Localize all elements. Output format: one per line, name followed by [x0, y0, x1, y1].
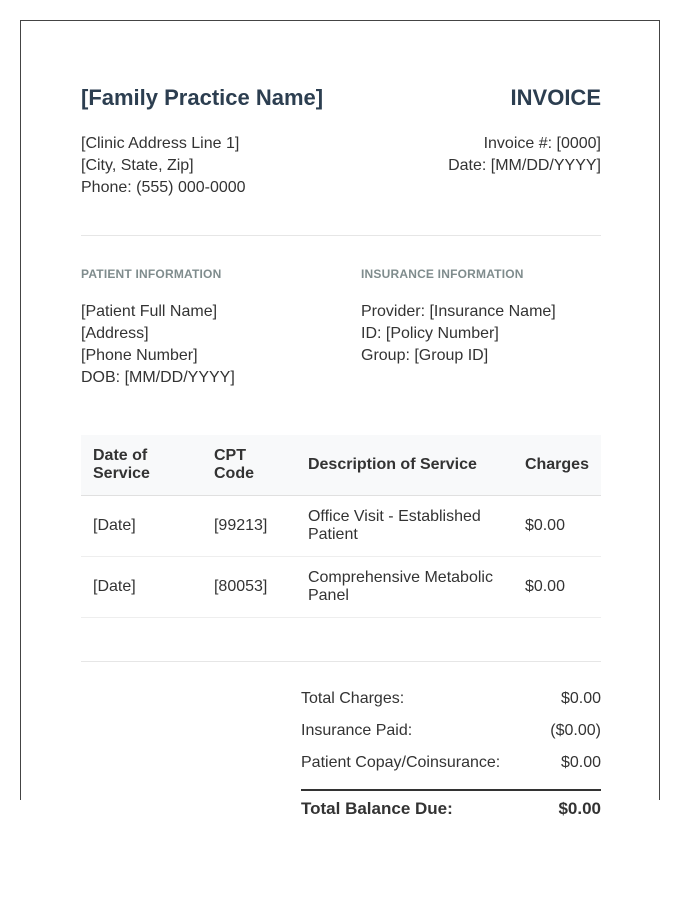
- patient-info-label: PATIENT INFORMATION: [81, 267, 222, 281]
- balance-due-label: Total Balance Due:: [301, 799, 453, 818]
- insurance-provider: Provider: [Insurance Name]: [361, 303, 556, 320]
- service-description: Office Visit - Established Patient: [296, 496, 513, 557]
- patient-phone: [Phone Number]: [81, 347, 198, 364]
- table-row: [81, 557, 601, 618]
- insurance-id: ID: [Policy Number]: [361, 325, 499, 342]
- copay-label: Patient Copay/Coinsurance:: [301, 754, 501, 771]
- balance-due-row: [301, 789, 601, 831]
- insurance-paid-label: Insurance Paid:: [301, 722, 413, 739]
- insurance-paid-row: [301, 721, 601, 753]
- service-charges: $0.00: [513, 496, 601, 557]
- invoice-number: Invoice #: [0000]: [483, 135, 601, 152]
- invoice-meta-block: [448, 133, 601, 177]
- header-divider: [81, 235, 601, 236]
- patient-name: [Patient Full Name]: [81, 303, 218, 320]
- service-date: [Date]: [81, 557, 202, 618]
- total-charges-row: [301, 689, 601, 721]
- practice-name: [Family Practice Name]: [81, 85, 324, 110]
- insurance-paid-value: ($0.00): [550, 722, 601, 739]
- practice-phone: Phone: (555) 000-0000: [81, 179, 246, 196]
- service-cpt: [99213]: [202, 496, 296, 557]
- service-description: Comprehensive Metabolic Panel: [296, 557, 513, 618]
- total-charges-label: Total Charges:: [301, 690, 405, 707]
- patient-dob: DOB: [MM/DD/YYYY]: [81, 369, 235, 386]
- copay-row: [301, 753, 601, 785]
- patient-info-block: [81, 301, 235, 389]
- service-date: [Date]: [81, 496, 202, 557]
- insurance-info-label: INSURANCE INFORMATION: [361, 267, 524, 281]
- header-cpt-code: CPT Code: [202, 435, 296, 496]
- services-table: [81, 435, 601, 618]
- services-header-row: [81, 435, 601, 496]
- header-description: Description of Service: [296, 435, 513, 496]
- totals-block: [301, 689, 601, 818]
- insurance-info-block: [361, 301, 556, 367]
- service-charges: $0.00: [513, 557, 601, 618]
- total-charges-value: $0.00: [560, 690, 601, 707]
- invoice-sheet: [20, 20, 660, 818]
- header-charges: Charges: [513, 435, 601, 496]
- table-row: [81, 496, 601, 557]
- invoice-title: INVOICE: [510, 85, 601, 110]
- service-cpt: [80053]: [202, 557, 296, 618]
- invoice-date: Date: [MM/DD/YYYY]: [448, 157, 601, 174]
- header-date-of-service: Date of Service: [81, 435, 202, 496]
- totals-divider: [81, 661, 601, 662]
- practice-address-block: [81, 133, 246, 199]
- patient-address: [Address]: [81, 325, 149, 342]
- balance-due-value: $0.00: [558, 799, 601, 818]
- practice-city-state-zip: [City, State, Zip]: [81, 157, 194, 174]
- practice-address-line1: [Clinic Address Line 1]: [81, 135, 240, 152]
- copay-value: $0.00: [560, 754, 601, 771]
- insurance-group: Group: [Group ID]: [361, 347, 489, 364]
